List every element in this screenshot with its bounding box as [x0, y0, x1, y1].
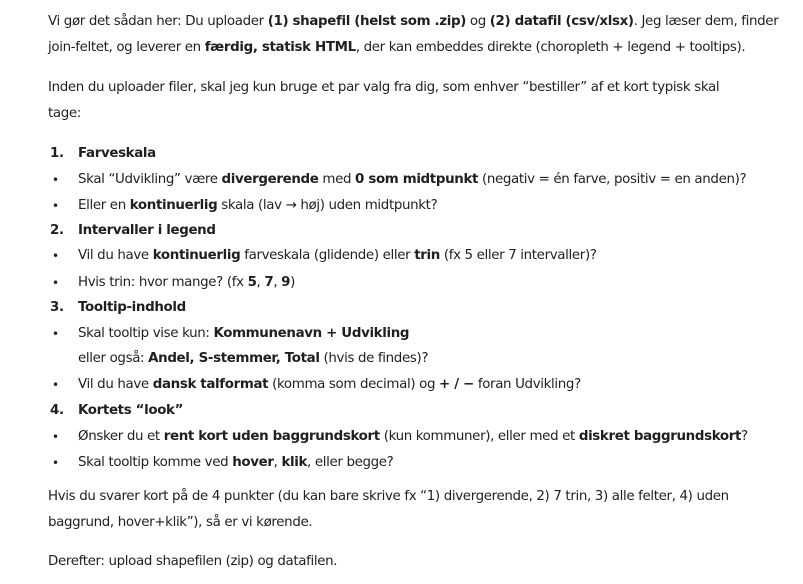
lead-paragraph — [48, 75, 719, 127]
bold-text: diskret baggrundskort — [578, 429, 742, 444]
text: Skal “Udvikling” være — [78, 172, 222, 187]
bold-text: dansk talformat — [152, 377, 269, 392]
bold-text: kontinuerlig — [152, 248, 241, 263]
bold-text: 9 — [281, 275, 291, 290]
text: Hvis du svarer kort på de 4 punkter (du kan bare skrive fx “1) divergerende, 2) 7 trin, 3) alle felter, 4) uden — [48, 489, 729, 504]
text: med — [318, 172, 356, 187]
bold-text: trin — [414, 248, 440, 263]
bullet-icon: • — [52, 430, 59, 444]
section-title: Kortets “look” — [78, 403, 184, 418]
bullet-icon: • — [52, 456, 59, 470]
text: farveskala (glidende) eller — [240, 248, 415, 263]
bullet-icon: • — [52, 249, 59, 263]
text: Vil du have — [78, 377, 153, 392]
text: (hvis de findes)? — [319, 351, 429, 366]
bullet-icon: • — [52, 327, 59, 341]
text: ? — [741, 429, 748, 444]
section-number: 4. — [50, 403, 64, 418]
text: , eller begge? — [307, 455, 394, 470]
bold-text: 5 — [247, 275, 257, 290]
text: join-feltet, og leverer en — [48, 40, 205, 55]
text: Skal tooltip vise kun: — [78, 326, 214, 341]
bold-text: (2) datafil (csv/xlsx) — [489, 14, 634, 29]
section-number: 3. — [50, 300, 64, 315]
text: eller også: — [78, 351, 149, 366]
section-title: Intervaller i legend — [78, 223, 216, 238]
bold-text: Andel, S-stemmer, Total — [148, 351, 320, 366]
text: Inden du uploader filer, skal jeg kun bruge et par valg fra dig, som enhver “bestiller” af et kort typisk skal — [48, 80, 720, 95]
bold-text: divergerende — [221, 172, 319, 187]
text: , der kan embeddes direkte (choropleth + legend + tooltips). — [355, 40, 746, 55]
text: (fx 5 eller 7 intervaller)? — [439, 248, 597, 263]
bold-text: 0 som midtpunkt — [355, 172, 479, 187]
text: foran Udvikling? — [473, 377, 581, 392]
text: Skal tooltip komme ved — [78, 455, 233, 470]
bold-text: 7 — [264, 275, 274, 290]
outro-paragraph — [48, 484, 729, 536]
intro-paragraph — [48, 9, 778, 61]
text: Vi gør det sådan her: Du uploader — [48, 14, 268, 29]
bullet-icon: • — [52, 199, 59, 213]
section-title: Farveskala — [78, 146, 156, 161]
section-number: 2. — [50, 223, 64, 238]
final-paragraph: Derefter: upload shapefilen (zip) og datafilen. — [48, 554, 338, 569]
bold-text: rent kort uden baggrundskort — [163, 429, 380, 444]
bold-text: Kommunenavn + Udvikling — [213, 326, 410, 341]
section-number: 1. — [50, 146, 64, 161]
text: , — [256, 275, 265, 290]
text: Hvis trin: hvor mange? (fx — [78, 275, 248, 290]
bold-text: kontinuerlig — [129, 198, 218, 213]
text: , — [273, 455, 282, 470]
text: ) — [290, 275, 295, 290]
text: skala (lav → høj) uden midtpunkt? — [217, 198, 438, 213]
text: Vil du have — [78, 248, 153, 263]
text: (negativ = én farve, positiv = en anden)? — [478, 172, 747, 187]
text: Ønsker du et — [78, 429, 164, 444]
text: baggrund, hover+klik”), så er vi kørende. — [48, 515, 313, 530]
text: . Jeg læser dem, finder — [633, 14, 779, 29]
text: (komma som decimal) og — [268, 377, 440, 392]
text: , — [273, 275, 282, 290]
text: og — [465, 14, 490, 29]
text: tage: — [48, 106, 81, 121]
bold-text: + / − — [439, 377, 474, 392]
bullet-icon: • — [52, 276, 59, 290]
text: (kun kommuner), eller med et — [379, 429, 579, 444]
text: Eller en — [78, 198, 130, 213]
bold-text: hover — [232, 455, 274, 470]
bullet-icon: • — [52, 173, 59, 187]
section-title: Tooltip-indhold — [78, 300, 186, 315]
bold-text: klik — [281, 455, 308, 470]
bold-text: færdig, statisk HTML — [204, 40, 356, 55]
bullet-icon: • — [52, 378, 59, 392]
bold-text: (1) shapefil (helst som .zip) — [267, 14, 466, 29]
